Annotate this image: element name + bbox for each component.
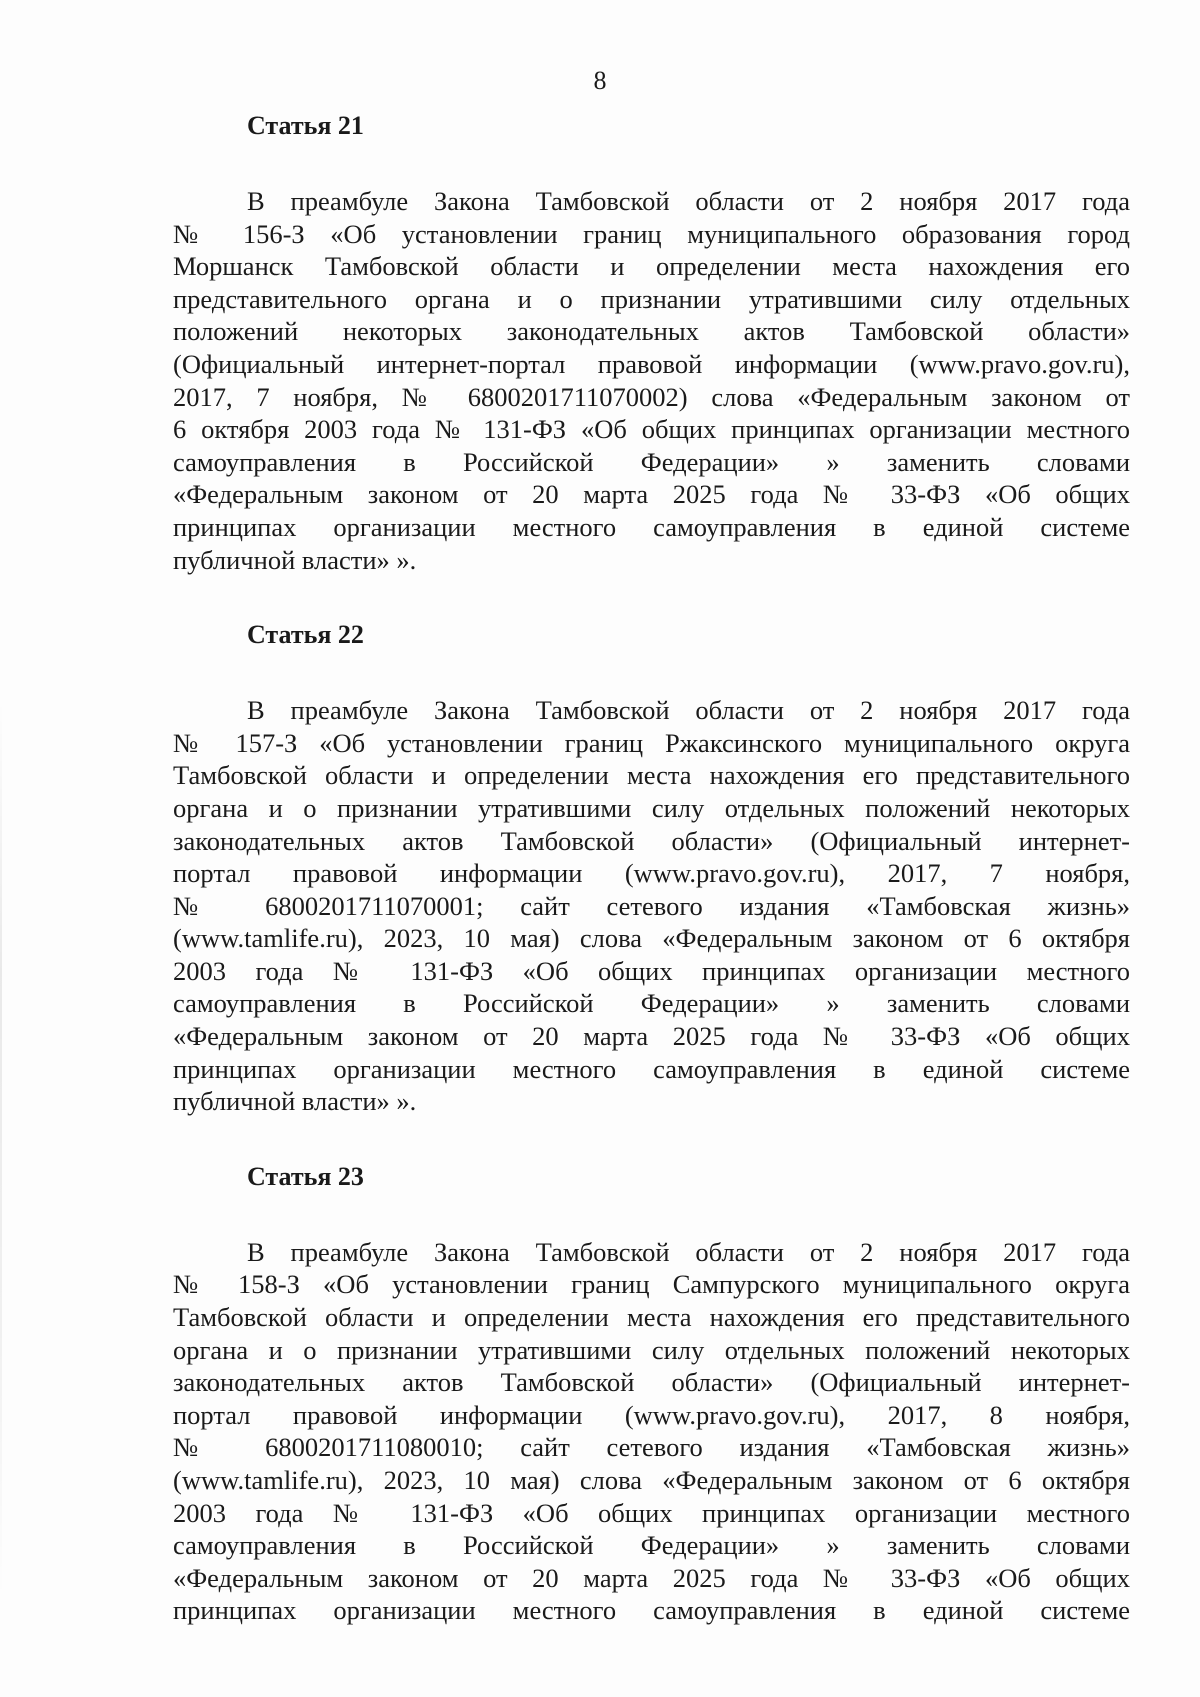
text-line: (Официальный интернет-портал правовой информации (www.pravo.gov.ru), — [173, 348, 1130, 379]
article-text — [173, 1236, 1130, 1627]
text-line: портал правовой информации (www.pravo.gov.ru), 2017, 8 ноября, — [173, 1399, 1130, 1430]
text-line: Тамбовской области и определении места нахождения его представительного — [173, 760, 1130, 791]
article-heading: Статья 22 — [247, 620, 364, 650]
text-line: публичной власти» ». — [173, 544, 417, 575]
text-line: «Федеральным законом от 20 марта 2025 года № 33-ФЗ «Об общих — [173, 1562, 1130, 1593]
text-line: органа и о признании утратившими силу отдельных положений некоторых — [173, 1334, 1130, 1365]
scan-edge-shadow — [0, 700, 2, 1600]
text-line: самоуправления в Российской Федерации» » заменить словами — [173, 1530, 1130, 1561]
text-line: портал правовой информации (www.pravo.gov.ru), 2017, 7 ноября, — [173, 858, 1130, 889]
text-line: № 156-З «Об установлении границ муниципального образования город — [173, 218, 1130, 249]
text-line: В преамбуле Закона Тамбовской области от 2 ноября 2017 года — [247, 1236, 1130, 1267]
text-line: 2003 года № 131-ФЗ «Об общих принципах организации местного — [173, 955, 1130, 986]
text-line: принципах организации местного самоуправления в единой системе — [173, 1595, 1130, 1626]
text-line: 2003 года № 131-ФЗ «Об общих принципах организации местного — [173, 1497, 1130, 1528]
text-line: (www.tamlife.ru), 2023, 10 мая) слова «Федеральным законом от 6 октября — [173, 923, 1130, 954]
text-line: В преамбуле Закона Тамбовской области от 2 ноября 2017 года — [247, 186, 1130, 216]
text-line: Моршанск Тамбовской области и определении места нахождения его — [173, 251, 1130, 282]
article-heading: Статья 21 — [247, 111, 364, 140]
article-23 — [173, 1161, 1130, 1627]
text-line: органа и о признании утратившими силу отдельных положений некоторых — [173, 792, 1130, 823]
article-21 — [173, 110, 1130, 576]
document-content — [173, 110, 1130, 1627]
text-line: Тамбовской области и определении места нахождения его представительного — [173, 1302, 1130, 1333]
article-22 — [173, 619, 1130, 1118]
article-text — [173, 185, 1130, 576]
text-line: № 158-З «Об установлении границ Сампурского муниципального округа — [173, 1269, 1130, 1300]
text-line: «Федеральным законом от 20 марта 2025 года № 33-ФЗ «Об общих — [173, 479, 1130, 510]
text-line: публичной власти» ». — [173, 1086, 417, 1117]
article-text — [173, 694, 1130, 1118]
text-line: представительного органа и о признании утратившими силу отдельных — [173, 283, 1130, 314]
text-line: положений некоторых законодательных актов Тамбовской области» — [173, 316, 1130, 347]
text-line: принципах организации местного самоуправления в единой системе — [173, 511, 1130, 542]
page-number: 8 — [593, 66, 607, 95]
text-line: самоуправления в Российской Федерации» » заменить словами — [173, 988, 1130, 1019]
text-line: принципах организации местного самоуправления в единой системе — [173, 1053, 1130, 1084]
text-line: самоуправления в Российской Федерации» » заменить словами — [173, 446, 1130, 477]
text-line: № 6800201711080010; сайт сетевого издания «Тамбовская жизнь» — [173, 1432, 1130, 1463]
text-line: (www.tamlife.ru), 2023, 10 мая) слова «Федеральным законом от 6 октября — [173, 1465, 1130, 1495]
text-line: № 6800201711070001; сайт сетевого издания «Тамбовская жизнь» — [173, 890, 1130, 921]
text-line: 2017, 7 ноября, № 6800201711070002) слова «Федеральным законом от — [173, 381, 1130, 412]
text-line: 6 октября 2003 года № 131-ФЗ «Об общих принципах организации местного — [173, 414, 1130, 445]
text-line: законодательных актов Тамбовской области» (Официальный интернет- — [173, 825, 1130, 856]
text-line: законодательных актов Тамбовской области» (Официальный интернет- — [173, 1367, 1130, 1398]
text-line: № 157-З «Об установлении границ Ржаксинского муниципального округа — [173, 727, 1130, 758]
text-line: «Федеральным законом от 20 марта 2025 года № 33-ФЗ «Об общих — [173, 1021, 1130, 1052]
text-line: В преамбуле Закона Тамбовской области от 2 ноября 2017 года — [247, 695, 1130, 726]
article-heading: Статья 23 — [247, 1161, 364, 1191]
